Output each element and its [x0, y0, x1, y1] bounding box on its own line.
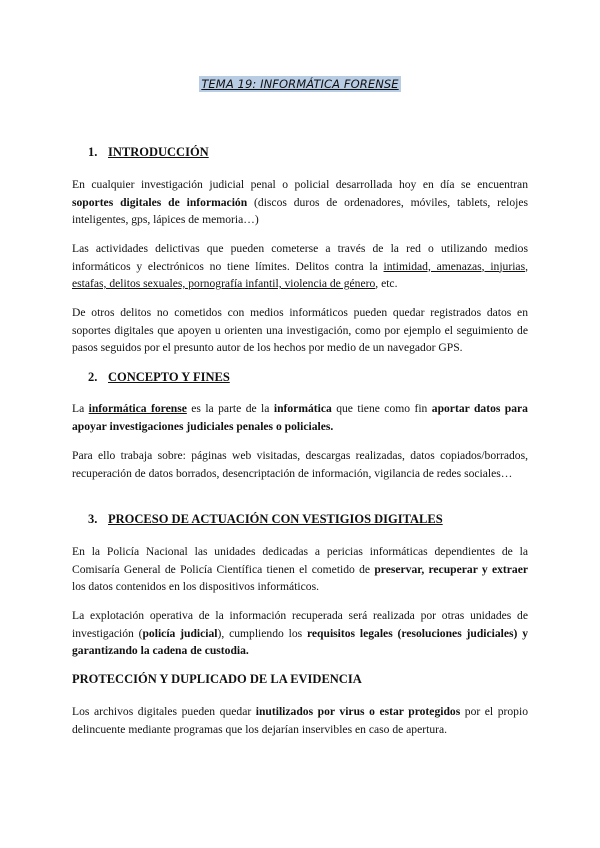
text-run: Los archivos digitales pueden quedar [72, 705, 256, 718]
bold-run: preservar, recuperar y extraer [374, 562, 528, 576]
text-run: que tiene como fin [331, 402, 432, 415]
section-heading-introduccion [88, 145, 209, 160]
bold-run: policía judicial [142, 626, 218, 640]
bold-run: aportar datos para apoyar investigaciones judiciales penales o policiales. [72, 402, 528, 433]
text-run: por el propio delincuente mediante programas que los dejarían inservibles en caso de apertura. [72, 705, 528, 736]
text-run: Para ello trabaja sobre: páginas web visitadas, descargas realizadas, datos copiados/borrados, recuperación de datos borrados, desencriptación de información, vigilancia de redes sociales… [72, 449, 528, 480]
section-heading-concepto [88, 370, 230, 385]
paragraph-proteccion-1 [72, 703, 528, 738]
underlined-run: intimidad, amenazas, injurias, estafas, delitos sexuales, pornografía infantil, violencia de género [72, 259, 528, 290]
bold-run: informática [273, 402, 332, 415]
text-run: (discos duros de ordenadores, móviles, tablets, relojes inteligentes, gps, lápices de memoria…) [72, 195, 528, 226]
text-run: De otros delitos no cometidos con medios informáticos pueden quedar registrados datos en soportes digitales que apoyen u orienten una investigación, como por ejemplo el seguimiento de pasos seguidos por el presunto autor de los hechos por medio de un navegador GPS. [72, 306, 528, 354]
section-title: PROCESO DE ACTUACIÓN CON VESTIGIOS DIGITALES [108, 512, 443, 526]
text-run: En la Policía Nacional las unidades dedicadas a pericias informáticas dependientes de la Comisaría General de Policía Científica tienen el cometido de [72, 545, 528, 576]
section-title: INTRODUCCIÓN [108, 145, 209, 159]
section-heading-proceso [88, 512, 443, 527]
text-run: Las actividades delictivas que pueden cometerse a través de la red o utilizando medios informáticos y electrónicos no tiene límites. Delitos contra la [72, 242, 528, 273]
text-run: En cualquier investigación judicial penal o policial desarrollada hoy en día se encuentran [72, 178, 528, 191]
text-run: La [72, 402, 89, 415]
paragraph-introduccion-3 [72, 304, 528, 357]
bold-run: requisitos legales (resoluciones judiciales) y garantizando la cadena de custodia. [72, 626, 528, 657]
paragraph-concepto-2 [72, 447, 528, 482]
text-run: los datos contenidos en los dispositivos informáticos. [72, 580, 319, 593]
text-run: ), cumpliendo los [217, 626, 307, 640]
bold-run: inutilizados por virus o estar protegidos [255, 705, 461, 718]
bold-underlined-run: informática forense [88, 402, 187, 415]
section-title: CONCEPTO Y FINES [108, 370, 230, 384]
bold-run: soportes digitales de información [72, 195, 248, 209]
paragraph-concepto-1 [72, 400, 528, 435]
paragraph-introduccion-1 [72, 176, 528, 229]
text-run: La explotación operativa de la información recuperada será realizada por otras unidades de investigación ( [72, 609, 528, 640]
section-heading-proteccion: PROTECCIÓN Y DUPLICADO DE LA EVIDENCIA [72, 672, 362, 686]
paragraph-introduccion-2 [72, 240, 528, 293]
text-run: , etc. [375, 277, 398, 290]
section-number: 2. [88, 370, 98, 384]
document-title [0, 75, 600, 93]
paragraph-proceso-1 [72, 543, 528, 596]
section-number: 3. [88, 512, 98, 526]
text-run: es la parte de la [186, 402, 274, 415]
section-number: 1. [88, 145, 98, 159]
paragraph-proceso-2 [72, 607, 528, 660]
document-title-text: TEMA 19: INFORMÁTICA FORENSE [201, 77, 399, 91]
